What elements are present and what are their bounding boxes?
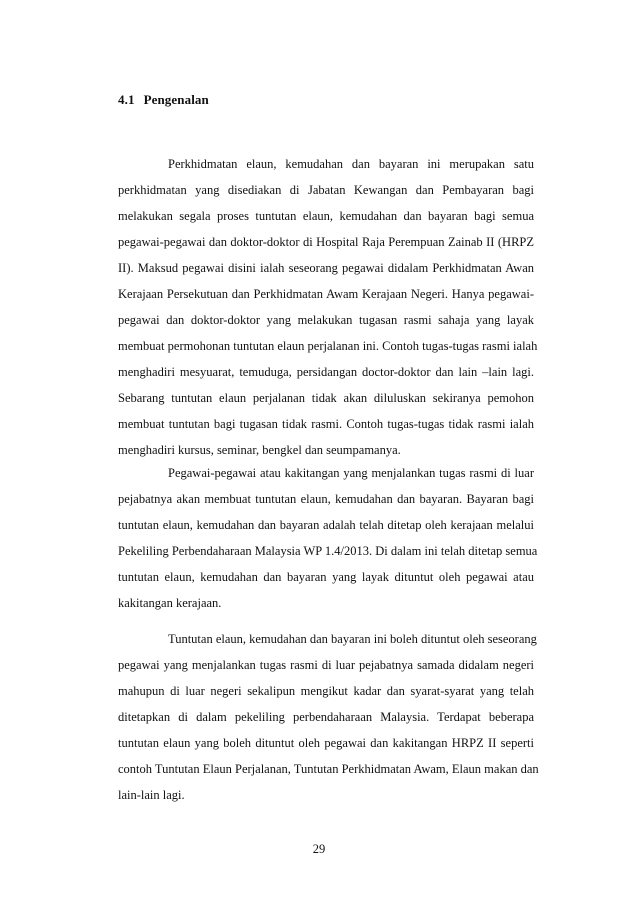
paragraph-line: Tuntutan elaun, kemudahan dan bayaran ini boleh dituntut oleh seseorang bbox=[168, 632, 537, 646]
paragraph-line: ditetapkan di dalam pekeliling perbendaharaan Malaysia. Terdapat beberapa bbox=[118, 710, 534, 724]
section-number: 4.1 bbox=[118, 92, 135, 107]
page-number: 29 bbox=[312, 842, 326, 856]
section-title: Pengenalan bbox=[143, 92, 209, 107]
paragraph-2 bbox=[118, 460, 538, 616]
paragraph-line: tuntutan elaun, kemudahan dan bayaran adalah telah ditetap oleh kerajaan melalui bbox=[118, 518, 534, 532]
paragraph-line: menghadiri kursus, seminar, bengkel dan seumpamanya. bbox=[118, 443, 401, 457]
paragraph-line: kakitangan kerajaan. bbox=[118, 596, 222, 610]
paragraph-line: melakukan segala proses tuntutan elaun, kemudahan dan bayaran bagi semua bbox=[118, 209, 534, 223]
paragraph-line: II). Maksud pegawai disini ialah seseorang pegawai didalam Perkhidmatan Awan bbox=[118, 261, 534, 275]
paragraph-line: Pekeliling Perbendaharaan Malaysia WP 1.4/2013. Di dalam ini telah ditetap semua bbox=[118, 544, 538, 558]
paragraph-line: contoh Tuntutan Elaun Perjalanan, Tuntutan Perkhidmatan Awam, Elaun makan dan bbox=[118, 762, 539, 776]
paragraph-line: pegawai-pegawai dan doktor-doktor di Hospital Raja Perempuan Zainab II (HRPZ bbox=[118, 235, 534, 249]
paragraph-line: pegawai yang menjalankan tugas rasmi di luar pejabatnya samada didalam negeri bbox=[118, 658, 534, 672]
paragraph-1 bbox=[118, 151, 538, 463]
paragraph-3 bbox=[118, 626, 539, 808]
paragraph-line: Pegawai-pegawai atau kakitangan yang menjalankan tugas rasmi di luar bbox=[168, 466, 534, 480]
paragraph-line: tuntutan elaun yang boleh dituntut oleh pegawai dan kakitangan HRPZ II seperti bbox=[118, 736, 534, 750]
paragraph-line: menghadiri mesyuarat, temuduga, persidangan doctor-doktor dan lain –lain lagi. bbox=[118, 365, 534, 379]
paragraph-line: membuat tuntutan bagi tugasan tidak rasmi. Contoh tugas-tugas tidak rasmi ialah bbox=[118, 417, 534, 431]
paragraph-line: lain-lain lagi. bbox=[118, 788, 185, 802]
paragraph-line: perkhidmatan yang disediakan di Jabatan Kewangan dan Pembayaran bagi bbox=[118, 183, 534, 197]
paragraph-line: pegawai dan doktor-doktor yang melakukan tugasan rasmi sahaja yang layak bbox=[118, 313, 534, 327]
section-heading bbox=[118, 92, 209, 108]
paragraph-line: Kerajaan Persekutuan dan Perkhidmatan Awam Kerajaan Negeri. Hanya pegawai- bbox=[118, 287, 534, 301]
paragraph-line: tuntutan elaun, kemudahan dan bayaran yang layak dituntut oleh pegawai atau bbox=[118, 570, 534, 584]
paragraph-line: pejabatnya akan membuat tuntutan elaun, kemudahan dan bayaran. Bayaran bagi bbox=[118, 492, 534, 506]
paragraph-line: Sebarang tuntutan elaun perjalanan tidak akan diluluskan sekiranya pemohon bbox=[118, 391, 534, 405]
paragraph-line: Perkhidmatan elaun, kemudahan dan bayaran ini merupakan satu bbox=[168, 157, 534, 171]
paragraph-line: membuat permohonan tuntutan elaun perjalanan ini. Contoh tugas-tugas rasmi ialah bbox=[118, 339, 538, 353]
paragraph-line: mahupun di luar negeri sekalipun mengikut kadar dan syarat-syarat yang telah bbox=[118, 684, 534, 698]
